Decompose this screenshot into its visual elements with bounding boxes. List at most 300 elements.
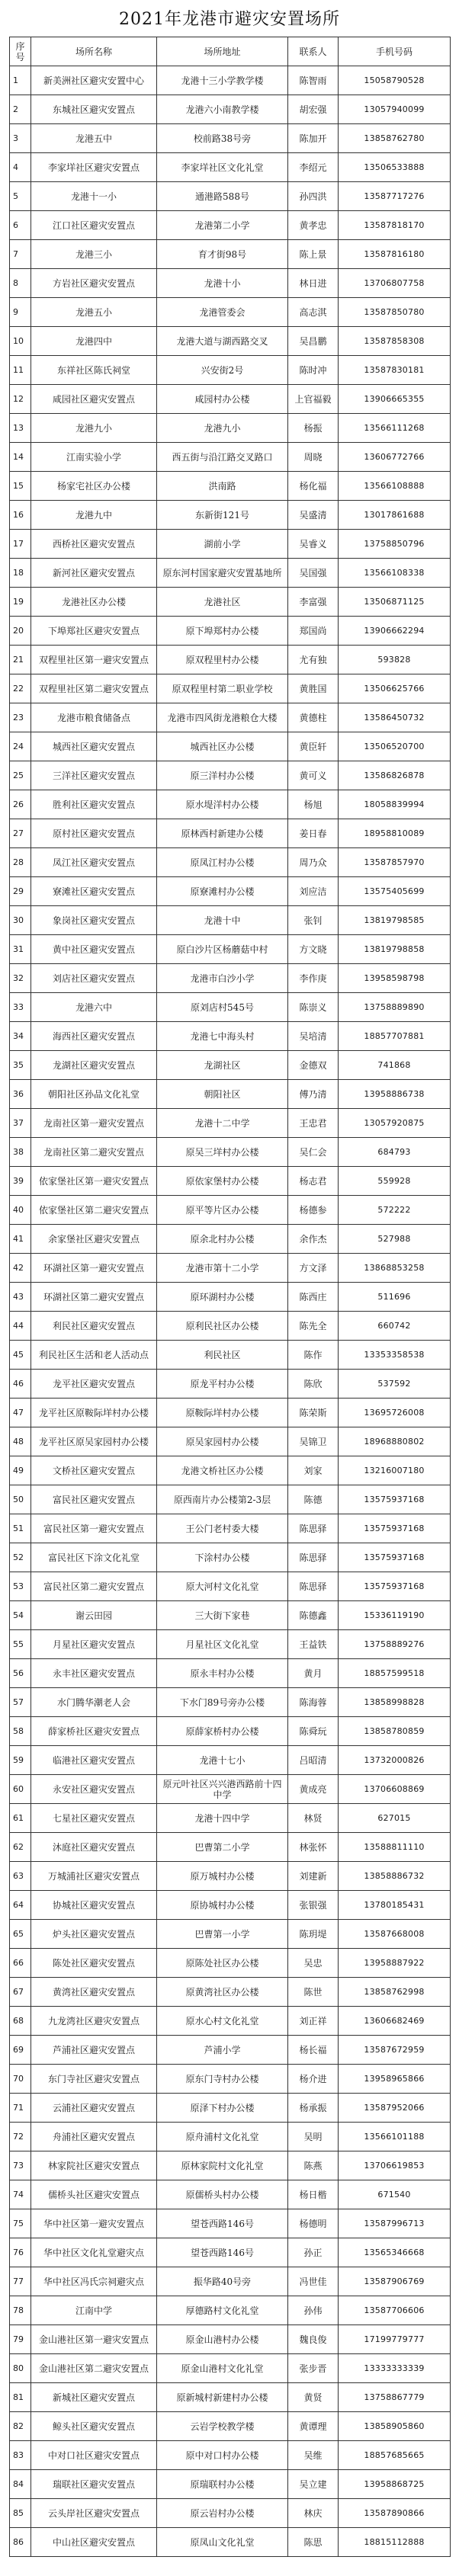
cell-no: 24	[10, 732, 31, 761]
cell-address: 原金山港村办公楼	[157, 2325, 288, 2354]
table-row	[10, 356, 451, 385]
cell-no: 80	[10, 2354, 31, 2383]
cell-address: 原泽下村办公楼	[157, 2094, 288, 2123]
header-contact: 联系人	[288, 37, 339, 66]
cell-address: 原白沙片区杨蘑菇中村	[157, 935, 288, 964]
table-row	[10, 848, 451, 877]
cell-no: 45	[10, 1341, 31, 1370]
cell-contact: 黄孝忠	[288, 211, 339, 240]
cell-phone: 537592	[339, 1370, 451, 1399]
cell-contact: 李绍元	[288, 153, 339, 182]
cell-contact: 陈崇义	[288, 993, 339, 1022]
cell-address: 原余北村办公楼	[157, 1225, 288, 1254]
cell-phone: 660742	[339, 1312, 451, 1341]
table-row	[10, 2151, 451, 2180]
cell-no: 69	[10, 2036, 31, 2065]
cell-no: 56	[10, 1659, 31, 1688]
cell-name: 华中社区文化礼堂避灾点	[31, 2238, 157, 2267]
table-row	[10, 2036, 451, 2065]
cell-no: 14	[10, 443, 31, 472]
cell-phone: 13575937168	[339, 1543, 451, 1572]
cell-phone: 13057920875	[339, 1109, 451, 1138]
table-row	[10, 443, 451, 472]
table-row	[10, 1485, 451, 1514]
cell-no: 30	[10, 906, 31, 935]
cell-contact: 陈玥堤	[288, 1920, 339, 1949]
cell-address: 原双程里村第二职业学校	[157, 674, 288, 703]
cell-phone: 13587830181	[339, 356, 451, 385]
cell-name: 龙港三小	[31, 240, 157, 269]
cell-name: 龙平社区原吴家园村办公楼	[31, 1427, 157, 1456]
cell-name: 龙港社区办公楼	[31, 588, 157, 617]
cell-address: 原水心村文化礼堂	[157, 2007, 288, 2036]
cell-no: 47	[10, 1399, 31, 1427]
cell-name: 海西社区避灾安置点	[31, 1022, 157, 1051]
cell-phone: 671540	[339, 2180, 451, 2209]
cell-name: 薛家桥社区避灾安置点	[31, 1717, 157, 1746]
cell-phone: 13958887922	[339, 1949, 451, 1978]
table-row	[10, 2528, 451, 2557]
table-row	[10, 2470, 451, 2499]
cell-no: 15	[10, 472, 31, 501]
cell-name: 龙湖社区避灾安置点	[31, 1051, 157, 1080]
table-row	[10, 298, 451, 327]
table-row	[10, 1167, 451, 1196]
cell-phone: 13958965866	[339, 2065, 451, 2094]
cell-name: 龙平社区避灾安置点	[31, 1370, 157, 1399]
cell-no: 75	[10, 2209, 31, 2238]
table-row	[10, 1804, 451, 1833]
table-row	[10, 790, 451, 819]
cell-contact: 陈加开	[288, 124, 339, 153]
cell-address: 原利民社区办公楼	[157, 1312, 288, 1341]
cell-contact: 林贤	[288, 1804, 339, 1833]
cell-address: 龙港九小	[157, 414, 288, 443]
cell-name: 城西社区避灾安置点	[31, 732, 157, 761]
cell-contact: 吴忠	[288, 1949, 339, 1978]
cell-name: 原村社区避灾安置点	[31, 819, 157, 848]
table-row	[10, 1659, 451, 1688]
cell-name: 新城社区避灾安置点	[31, 2383, 157, 2412]
cell-name: 永安社区避灾安置点	[31, 1775, 157, 1804]
cell-address: 龙港十四中学	[157, 1804, 288, 1833]
cell-phone: 593828	[339, 646, 451, 674]
cell-address: 原东河村国家避灾安置基地所	[157, 559, 288, 588]
table-row	[10, 1891, 451, 1920]
cell-name: 凤江社区避灾安置点	[31, 848, 157, 877]
cell-name: 象岗社区避灾安置点	[31, 906, 157, 935]
cell-address: 振华路40号旁	[157, 2267, 288, 2296]
cell-no: 33	[10, 993, 31, 1022]
cell-name: 利民社区生活和老人活动点	[31, 1341, 157, 1370]
table-row	[10, 761, 451, 790]
cell-contact: 黄谭理	[288, 2412, 339, 2441]
cell-contact: 吴明	[288, 2123, 339, 2151]
table-row	[10, 1862, 451, 1891]
cell-contact: 杨承振	[288, 2094, 339, 2123]
table-row	[10, 2441, 451, 2470]
cell-no: 29	[10, 877, 31, 906]
cell-contact: 陈欣	[288, 1370, 339, 1399]
cell-address: 龙港十小	[157, 269, 288, 298]
cell-name: 龙港四中	[31, 327, 157, 356]
cell-address: 龙港十中	[157, 906, 288, 935]
cell-name: 李家垟社区避灾安置点	[31, 153, 157, 182]
cell-phone: 13587672959	[339, 2036, 451, 2065]
cell-contact: 姜日春	[288, 819, 339, 848]
table-row	[10, 211, 451, 240]
cell-phone: 13706608869	[339, 1775, 451, 1804]
cell-address: 原下埠郑村办公楼	[157, 617, 288, 646]
cell-no: 76	[10, 2238, 31, 2267]
cell-no: 53	[10, 1572, 31, 1601]
cell-address: 原吴三垟村办公楼	[157, 1138, 288, 1167]
cell-phone: 13587818170	[339, 211, 451, 240]
table-row	[10, 877, 451, 906]
cell-name: 富民社区第一避灾安置点	[31, 1514, 157, 1543]
cell-address: 芦浦小学	[157, 2036, 288, 2065]
table-row	[10, 1543, 451, 1572]
cell-phone: 13587996713	[339, 2209, 451, 2238]
table-row	[10, 240, 451, 269]
cell-phone: 13906665355	[339, 385, 451, 414]
table-row	[10, 935, 451, 964]
cell-name: 龙港六中	[31, 993, 157, 1022]
cell-contact: 李富强	[288, 588, 339, 617]
cell-contact: 傅乃清	[288, 1080, 339, 1109]
cell-name: 下埠郑社区避灾安置点	[31, 617, 157, 646]
cell-name: 东门寺社区避灾安置点	[31, 2065, 157, 2094]
cell-name: 方岩社区避灾安置点	[31, 269, 157, 298]
cell-name: 林家院社区避灾安置点	[31, 2151, 157, 2180]
cell-name: 九龙湾社区避灾安置点	[31, 2007, 157, 2036]
table-row	[10, 1254, 451, 1283]
cell-contact: 林张怀	[288, 1833, 339, 1862]
table-row	[10, 1630, 451, 1659]
header-no: 序号	[10, 37, 31, 66]
cell-contact: 刘建新	[288, 1862, 339, 1891]
cell-name: 刘店社区避灾安置点	[31, 964, 157, 993]
cell-name: 富民社区第二避灾安置点	[31, 1572, 157, 1601]
cell-name: 新美洲社区避灾安置中心	[31, 66, 157, 95]
cell-contact: 黄胜国	[288, 674, 339, 703]
cell-contact: 杨介进	[288, 2065, 339, 2094]
cell-contact: 吴国强	[288, 559, 339, 588]
cell-contact: 周晓	[288, 443, 339, 472]
cell-name: 江口社区避灾安置点	[31, 211, 157, 240]
cell-contact: 杨振	[288, 414, 339, 443]
cell-phone: 13353358538	[339, 1341, 451, 1370]
cell-contact: 杨日楷	[288, 2180, 339, 2209]
cell-phone: 13858762780	[339, 124, 451, 153]
table-row	[10, 1370, 451, 1399]
cell-address: 原黄湾社区办公楼	[157, 1978, 288, 2007]
cell-address: 原元叶社区兴兴港西路前十四中学	[157, 1775, 288, 1804]
cell-name: 龙平社区原鞍际垟村办公楼	[31, 1399, 157, 1427]
cell-contact: 吴仁会	[288, 1138, 339, 1167]
table-header	[10, 37, 451, 66]
cell-phone: 13506533888	[339, 153, 451, 182]
cell-contact: 吴培清	[288, 1022, 339, 1051]
cell-name: 龙港五中	[31, 124, 157, 153]
cell-contact: 陈先全	[288, 1312, 339, 1341]
cell-contact: 陈德	[288, 1485, 339, 1514]
cell-name: 水门腾华潮老人会	[31, 1688, 157, 1717]
table-row	[10, 1601, 451, 1630]
cell-name: 华中社区第一避灾安置点	[31, 2209, 157, 2238]
table-row	[10, 1746, 451, 1775]
cell-no: 22	[10, 674, 31, 703]
cell-no: 51	[10, 1514, 31, 1543]
cell-phone: 13858905860	[339, 2412, 451, 2441]
cell-contact: 金德双	[288, 1051, 339, 1080]
cell-name: 新河社区避灾安置点	[31, 559, 157, 588]
cell-contact: 刘正祥	[288, 2007, 339, 2036]
cell-name: 云头岸社区避灾安置点	[31, 2499, 157, 2528]
cell-address: 云岩学校教学楼	[157, 2412, 288, 2441]
cell-address: 原云岩村办公楼	[157, 2499, 288, 2528]
cell-no: 35	[10, 1051, 31, 1080]
cell-address: 原三洋村办公楼	[157, 761, 288, 790]
cell-phone: 572222	[339, 1196, 451, 1225]
cell-address: 厚德路村文化礼堂	[157, 2296, 288, 2325]
cell-no: 43	[10, 1283, 31, 1312]
cell-contact: 魏良俊	[288, 2325, 339, 2354]
cell-phone: 13819798585	[339, 906, 451, 935]
cell-name: 杨家宅社区办公楼	[31, 472, 157, 501]
cell-contact: 胡宏强	[288, 95, 339, 124]
cell-address: 原瑞联村办公楼	[157, 2470, 288, 2499]
cell-address: 原东门寺村办公楼	[157, 2065, 288, 2094]
cell-name: 金山港社区第一避灾安置点	[31, 2325, 157, 2354]
cell-phone: 13958886738	[339, 1080, 451, 1109]
cell-no: 46	[10, 1370, 31, 1399]
cell-address: 原陈处社区办公楼	[157, 1949, 288, 1978]
cell-phone: 559928	[339, 1167, 451, 1196]
table-row	[10, 1080, 451, 1109]
cell-contact: 尤有独	[288, 646, 339, 674]
cell-name: 临港社区避灾安置点	[31, 1746, 157, 1775]
cell-contact: 黄月	[288, 1659, 339, 1688]
cell-phone: 13587858308	[339, 327, 451, 356]
cell-contact: 吴锦卫	[288, 1427, 339, 1456]
cell-address: 原西南片办公楼第2-3层	[157, 1485, 288, 1514]
table-row	[10, 2007, 451, 2036]
cell-phone: 15058790528	[339, 66, 451, 95]
table-row	[10, 95, 451, 124]
cell-phone: 13819798858	[339, 935, 451, 964]
cell-contact: 陈荣斯	[288, 1399, 339, 1427]
cell-phone: 13758867779	[339, 2383, 451, 2412]
cell-address: 朝阳社区	[157, 1080, 288, 1109]
cell-no: 6	[10, 211, 31, 240]
cell-no: 17	[10, 530, 31, 559]
cell-no: 48	[10, 1427, 31, 1456]
cell-address: 龙港文桥社区办公楼	[157, 1456, 288, 1485]
cell-address: 下水门89号旁办公楼	[157, 1688, 288, 1717]
cell-contact: 杨长福	[288, 2036, 339, 2065]
cell-name: 金山港社区第二避灾安置点	[31, 2354, 157, 2383]
cell-no: 7	[10, 240, 31, 269]
cell-name: 万城浦社区避灾安置点	[31, 1862, 157, 1891]
cell-address: 原依家堡村办公楼	[157, 1167, 288, 1196]
table-row	[10, 906, 451, 935]
cell-name: 龙港五小	[31, 298, 157, 327]
cell-phone: 13587857970	[339, 848, 451, 877]
cell-no: 31	[10, 935, 31, 964]
table-row	[10, 472, 451, 501]
table-row	[10, 1051, 451, 1080]
cell-name: 三洋社区避灾安置点	[31, 761, 157, 790]
cell-name: 协城社区避灾安置点	[31, 1891, 157, 1920]
cell-name: 寮滩社区避灾安置点	[31, 877, 157, 906]
cell-contact: 林日进	[288, 269, 339, 298]
cell-contact: 林庆	[288, 2499, 339, 2528]
cell-phone: 13868853258	[339, 1254, 451, 1283]
table-row	[10, 1833, 451, 1862]
cell-no: 37	[10, 1109, 31, 1138]
table-row	[10, 1978, 451, 2007]
cell-contact: 陈世	[288, 1978, 339, 2007]
table-row	[10, 2209, 451, 2238]
cell-no: 16	[10, 501, 31, 530]
cell-phone: 13586826878	[339, 761, 451, 790]
cell-address: 王公门老村委大楼	[157, 1514, 288, 1543]
cell-name: 文桥社区避灾安置点	[31, 1456, 157, 1485]
cell-no: 85	[10, 2499, 31, 2528]
cell-contact: 黄贤	[288, 2383, 339, 2412]
cell-phone: 18857599518	[339, 1659, 451, 1688]
cell-name: 陈处社区避灾安置点	[31, 1949, 157, 1978]
cell-name: 江南实验小学	[31, 443, 157, 472]
cell-no: 44	[10, 1312, 31, 1341]
cell-contact: 余作杰	[288, 1225, 339, 1254]
cell-phone: 13706619853	[339, 2151, 451, 2180]
cell-contact: 王益铁	[288, 1630, 339, 1659]
cell-contact: 张步晋	[288, 2354, 339, 2383]
cell-name: 瑞联社区避灾安置点	[31, 2470, 157, 2499]
cell-no: 4	[10, 153, 31, 182]
cell-name: 月星社区避灾安置点	[31, 1630, 157, 1659]
table-row	[10, 2065, 451, 2094]
table-row	[10, 1775, 451, 1804]
cell-contact: 陈燕	[288, 2151, 339, 2180]
table-row	[10, 1312, 451, 1341]
table-row	[10, 964, 451, 993]
cell-contact: 张银强	[288, 1891, 339, 1920]
cell-address: 李家垟社区文化礼堂	[157, 153, 288, 182]
cell-address: 巴曹第一小学	[157, 1920, 288, 1949]
cell-phone: 13506520700	[339, 732, 451, 761]
cell-phone: 13057940099	[339, 95, 451, 124]
cell-phone: 13695726008	[339, 1399, 451, 1427]
cell-no: 41	[10, 1225, 31, 1254]
cell-no: 12	[10, 385, 31, 414]
cell-contact: 刘应洁	[288, 877, 339, 906]
cell-contact: 陈时冲	[288, 356, 339, 385]
cell-no: 81	[10, 2383, 31, 2412]
cell-address: 望苍西路146号	[157, 2209, 288, 2238]
cell-phone: 13575937168	[339, 1514, 451, 1543]
cell-no: 19	[10, 588, 31, 617]
cell-address: 原双程里村办公楼	[157, 646, 288, 674]
cell-no: 26	[10, 790, 31, 819]
table-row	[10, 617, 451, 646]
table-row	[10, 993, 451, 1022]
cell-name: 东城社区避灾安置点	[31, 95, 157, 124]
cell-no: 57	[10, 1688, 31, 1717]
cell-address: 月星社区文化礼堂	[157, 1630, 288, 1659]
cell-address: 原中对口村办公楼	[157, 2441, 288, 2470]
cell-no: 10	[10, 327, 31, 356]
cell-contact: 陈海蓉	[288, 1688, 339, 1717]
cell-name: 依家堡社区第二避灾安置点	[31, 1196, 157, 1225]
cell-phone: 18968880802	[339, 1427, 451, 1456]
table-row	[10, 1717, 451, 1746]
cell-phone: 13606682469	[339, 2007, 451, 2036]
cell-address: 龙港市四风街龙港粮仓大楼	[157, 703, 288, 732]
cell-contact: 孙四洪	[288, 182, 339, 211]
cell-contact: 孙伟	[288, 2296, 339, 2325]
cell-no: 49	[10, 1456, 31, 1485]
cell-no: 20	[10, 617, 31, 646]
cell-address: 兴安街2号	[157, 356, 288, 385]
cell-contact: 方文泽	[288, 1254, 339, 1283]
cell-phone: 18958810089	[339, 819, 451, 848]
table-row	[10, 2499, 451, 2528]
cell-name: 环湖社区第一避灾安置点	[31, 1254, 157, 1283]
cell-name: 永丰社区避灾安置点	[31, 1659, 157, 1688]
header-name: 场所名称	[31, 37, 157, 66]
cell-phone: 13858780859	[339, 1717, 451, 1746]
table-row	[10, 385, 451, 414]
cell-address: 龙湖社区	[157, 1051, 288, 1080]
cell-no: 23	[10, 703, 31, 732]
cell-no: 58	[10, 1717, 31, 1746]
cell-name: 沐庭社区避灾安置点	[31, 1833, 157, 1862]
cell-phone: 13732000826	[339, 1746, 451, 1775]
cell-phone: 13575937168	[339, 1572, 451, 1601]
cell-contact: 上官福毅	[288, 385, 339, 414]
cell-name: 中对口社区避灾安置点	[31, 2441, 157, 2470]
table-row	[10, 124, 451, 153]
cell-name: 炉头社区避灾安置点	[31, 1920, 157, 1949]
cell-address: 东新街121号	[157, 501, 288, 530]
cell-address: 巴曹第二小学	[157, 1833, 288, 1862]
cell-address: 原林家院村文化礼堂	[157, 2151, 288, 2180]
table-row	[10, 1138, 451, 1167]
table-row	[10, 1514, 451, 1543]
cell-name: 江南中学	[31, 2296, 157, 2325]
cell-no: 27	[10, 819, 31, 848]
cell-name: 东祥社区陈氏祠堂	[31, 356, 157, 385]
cell-phone: 511696	[339, 1283, 451, 1312]
cell-contact: 吕昭清	[288, 1746, 339, 1775]
cell-name: 富民社区避灾安置点	[31, 1485, 157, 1514]
cell-phone: 13017861688	[339, 501, 451, 530]
table-row	[10, 2267, 451, 2296]
cell-no: 9	[10, 298, 31, 327]
cell-no: 38	[10, 1138, 31, 1167]
cell-contact: 吴睿义	[288, 530, 339, 559]
cell-name: 鲸头社区避灾安置点	[31, 2412, 157, 2441]
cell-no: 73	[10, 2151, 31, 2180]
cell-address: 原平等片区办公楼	[157, 1196, 288, 1225]
table-row	[10, 269, 451, 298]
cell-no: 70	[10, 2065, 31, 2094]
table-row	[10, 414, 451, 443]
table-row	[10, 2296, 451, 2325]
